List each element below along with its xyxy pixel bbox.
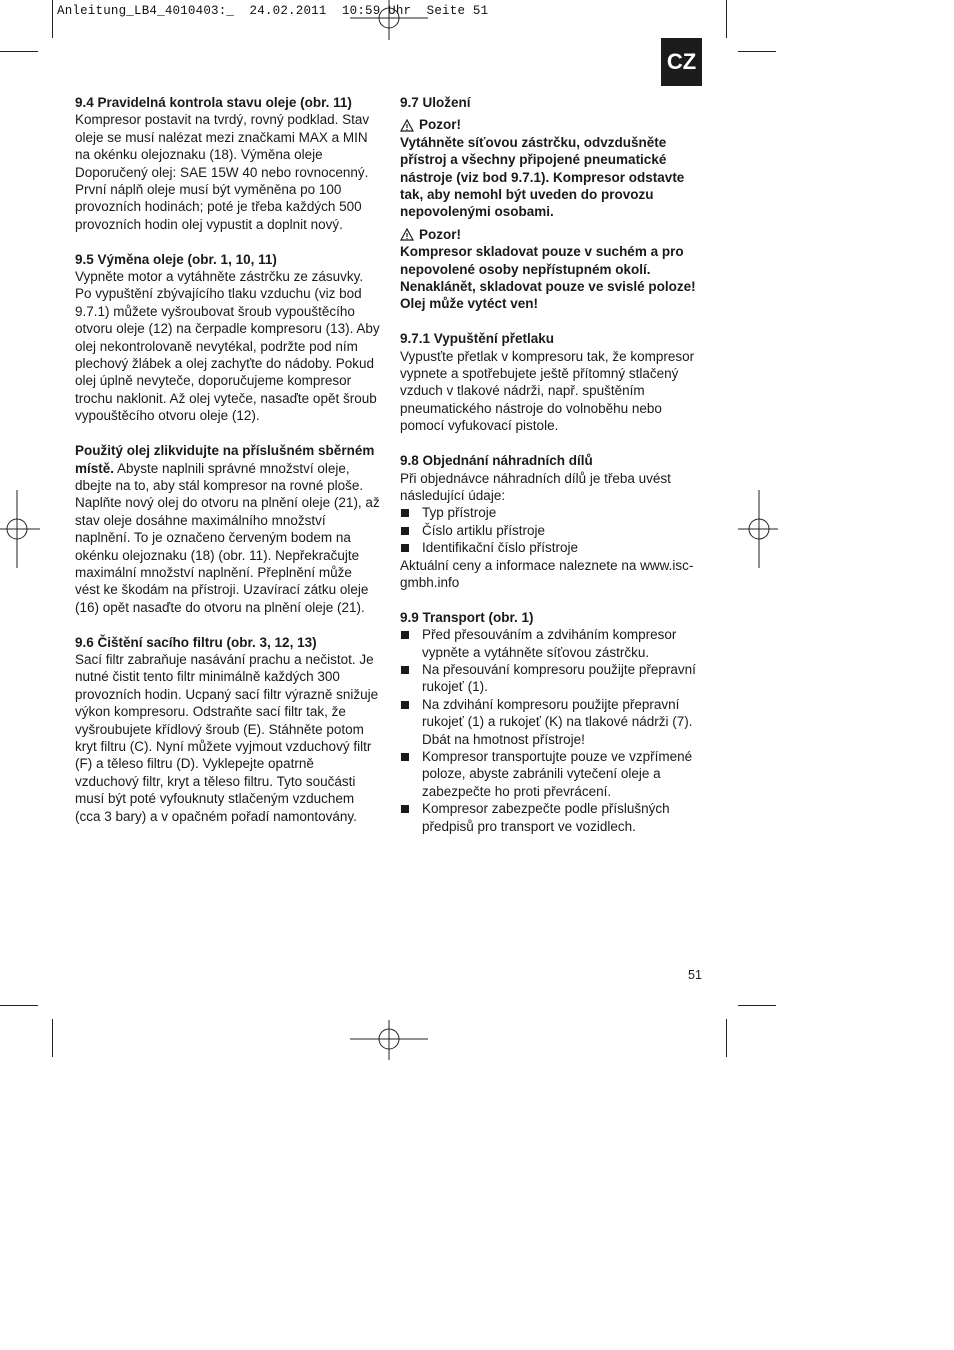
registration-mark-bottom (350, 1020, 428, 1060)
section-9-9-heading: 9.9 Transport (obr. 1) (400, 609, 534, 625)
print-slug: Anleitung_LB4_4010403:_ 24.02.2011 10:59 Uhr Seite 51 (57, 4, 489, 18)
section-9-7-1-text: Vypusťte přetlak v kompresoru tak, že kompresor vypnete a spotřebujete ještě přítomný stlačený vzduch v tlakové nádrži, např. spuštěním pneumatického nástroje do volnoběhu nebo pomocí vyfukovací pistole. (400, 348, 695, 434)
section-9-8-intro: Při objednávce náhradních dílů je třeba uvést následující údaje: (400, 470, 671, 503)
list-item-text: Na zdvihání kompresoru použijte přepravní rukojeť (1) a rukojeť (K) na tlakové nádrži (7). (422, 696, 693, 730)
warning-1-text: Vytáhněte síťovou zástrčku, odvzdušněte přístroj a všechny připojené pneumatické nástroje (viz bod 9.7.1). Kompresor odstavte tak, aby nemohl být uveden do provozu nepovolenými osobami. (400, 134, 685, 220)
section-9-5-heading: 9.5 Výměna oleje (obr. 1, 10, 11) (75, 251, 277, 267)
section-9-4-heading: 9.4 Pravidelná kontrola stavu oleje (obr. 11) (75, 95, 352, 110)
list-item: Před přesouváním a zdviháním kompresor vypněte a vytáhněte síťovou zástrčku. (400, 626, 705, 661)
section-9-5-text: Vypněte motor a vytáhněte zástrčku ze zásuvky. Po vypuštění zbývajícího tlaku vzduchu (viz bod 9.7.1) můžete vyšroubovat šroub vypouštěcího otvoru oleje (12) na čerpadle kompresoru (13). Aby olej nekontrolovaně nevytékal, podržte pod ním plechový žlábek a olej zachyťte do nádoby. Pokud olej úplně nevyteče, doporučujeme kompresor trochu naklonit. Až olej vyteče, nasaďte opět šroub vypouštěcího otvoru oleje (12). (75, 269, 380, 424)
left-column (75, 94, 380, 825)
list-item-note: Dbát na hmotnost přístroje! (422, 731, 585, 747)
warning-1-label: Pozor! (419, 117, 461, 133)
page-number: 51 (688, 968, 702, 982)
section-9-8-outro: Aktuální ceny a informace naleznete na www.isc-gmbh.info (400, 557, 694, 590)
section-9-7-heading: 9.7 Uložení (400, 95, 471, 110)
list-item: Na přesouvání kompresoru použijte přepravní rukojeť (1). (400, 661, 705, 696)
registration-mark-left (0, 490, 40, 568)
warning-triangle-icon (400, 119, 414, 132)
list-item: Kompresor transportujte pouze ve vzpřímené poloze, abyste zabránili vytečení oleje a zabezpečte ho proti převrácení. (400, 748, 705, 800)
warning-2-label: Pozor! (419, 226, 461, 242)
spare-parts-list (400, 504, 705, 556)
section-9-7-1-heading: 9.7.1 Vypuštění přetlaku (400, 331, 555, 347)
registration-mark-right (738, 490, 778, 568)
section-9-6-text: Sací filtr zabraňuje nasávání prachu a nečistot. Je nutné čistit tento filtr minimálně každých 300 provozních hodin. Ucpaný sací filtr výrazně snižuje výkon kompresoru. Odstraňte sací filtr tak, že vyšroubujete křídlový šroub (E). Stáhněte potom kryt filtru (C). Nyní můžete vyjmout vzduchový filtr (F) a těleso filtru (D). Vyklepejte opatrně vzduchový filtr, kryt a těleso filtru. Tyto součásti musí být poté vyfouknuty stlačeným vzduchem (cca 3 bary) a v opačném pořadí namontovány. (75, 651, 379, 824)
language-badge: CZ (661, 38, 702, 86)
list-item: Typ přístroje (400, 504, 705, 521)
disposal-bold-text: Použitý olej zlikvidujte na příslušném sběrném místě. (75, 443, 375, 476)
warning-triangle-icon (400, 228, 414, 241)
warning-2-label-line (400, 226, 705, 243)
transport-list (400, 626, 705, 835)
registration-mark-top (350, 0, 428, 40)
disposal-paragraph (75, 442, 380, 616)
list-item (400, 696, 705, 748)
section-9-6-heading: 9.6 Čištění sacího filtru (obr. 3, 12, 13) (75, 634, 317, 650)
list-item: Identifikační číslo přístroje (400, 539, 705, 556)
warning-2-text: Kompresor skladovat pouze v suchém a pro nepovolené osoby nepřístupném okolí. Nenaklánět, skladovat pouze ve svislé poloze! Olej může vytéct ven! (400, 244, 696, 312)
disposal-text: Abyste naplnili správné množství oleje, dbejte na to, aby stál kompresor na rovné ploše. Naplňte nový olej do otvoru na plnění oleje (21), až stav oleje dosáhne maximálního množství naplnění. To je označeno červeným bodem na okénku olejoznaku (18) (obr. 11). Nepřekračujte maximální množství naplnění. Přeplnění může vést ke škodám na přístroji. Uzavírací zátku oleje (16) opět nasaďte do otvoru na plnění oleje (21). (75, 460, 380, 615)
warning-1-label-line (400, 116, 705, 133)
list-item: Číslo artiklu přístroje (400, 522, 705, 539)
section-9-8-heading: 9.8 Objednání náhradních dílů (400, 453, 593, 469)
section-9-4-text: Kompresor postavit na tvrdý, rovný podklad. Stav oleje se musí nalézat mezi značkami MAX a MIN na okénku olejoznaku (18). Výměna oleje Doporučený olej: SAE 15W 40 nebo rovnocenný. První náplň oleje musí být vyměněna po 100 provozních hodinách; poté je třeba každých 500 provozních hodin olej vypustit a doplnit nový. (75, 112, 370, 232)
right-column (400, 94, 705, 835)
list-item: Kompresor zabezpečte podle příslušných předpisů pro transport ve vozidlech. (400, 800, 705, 835)
